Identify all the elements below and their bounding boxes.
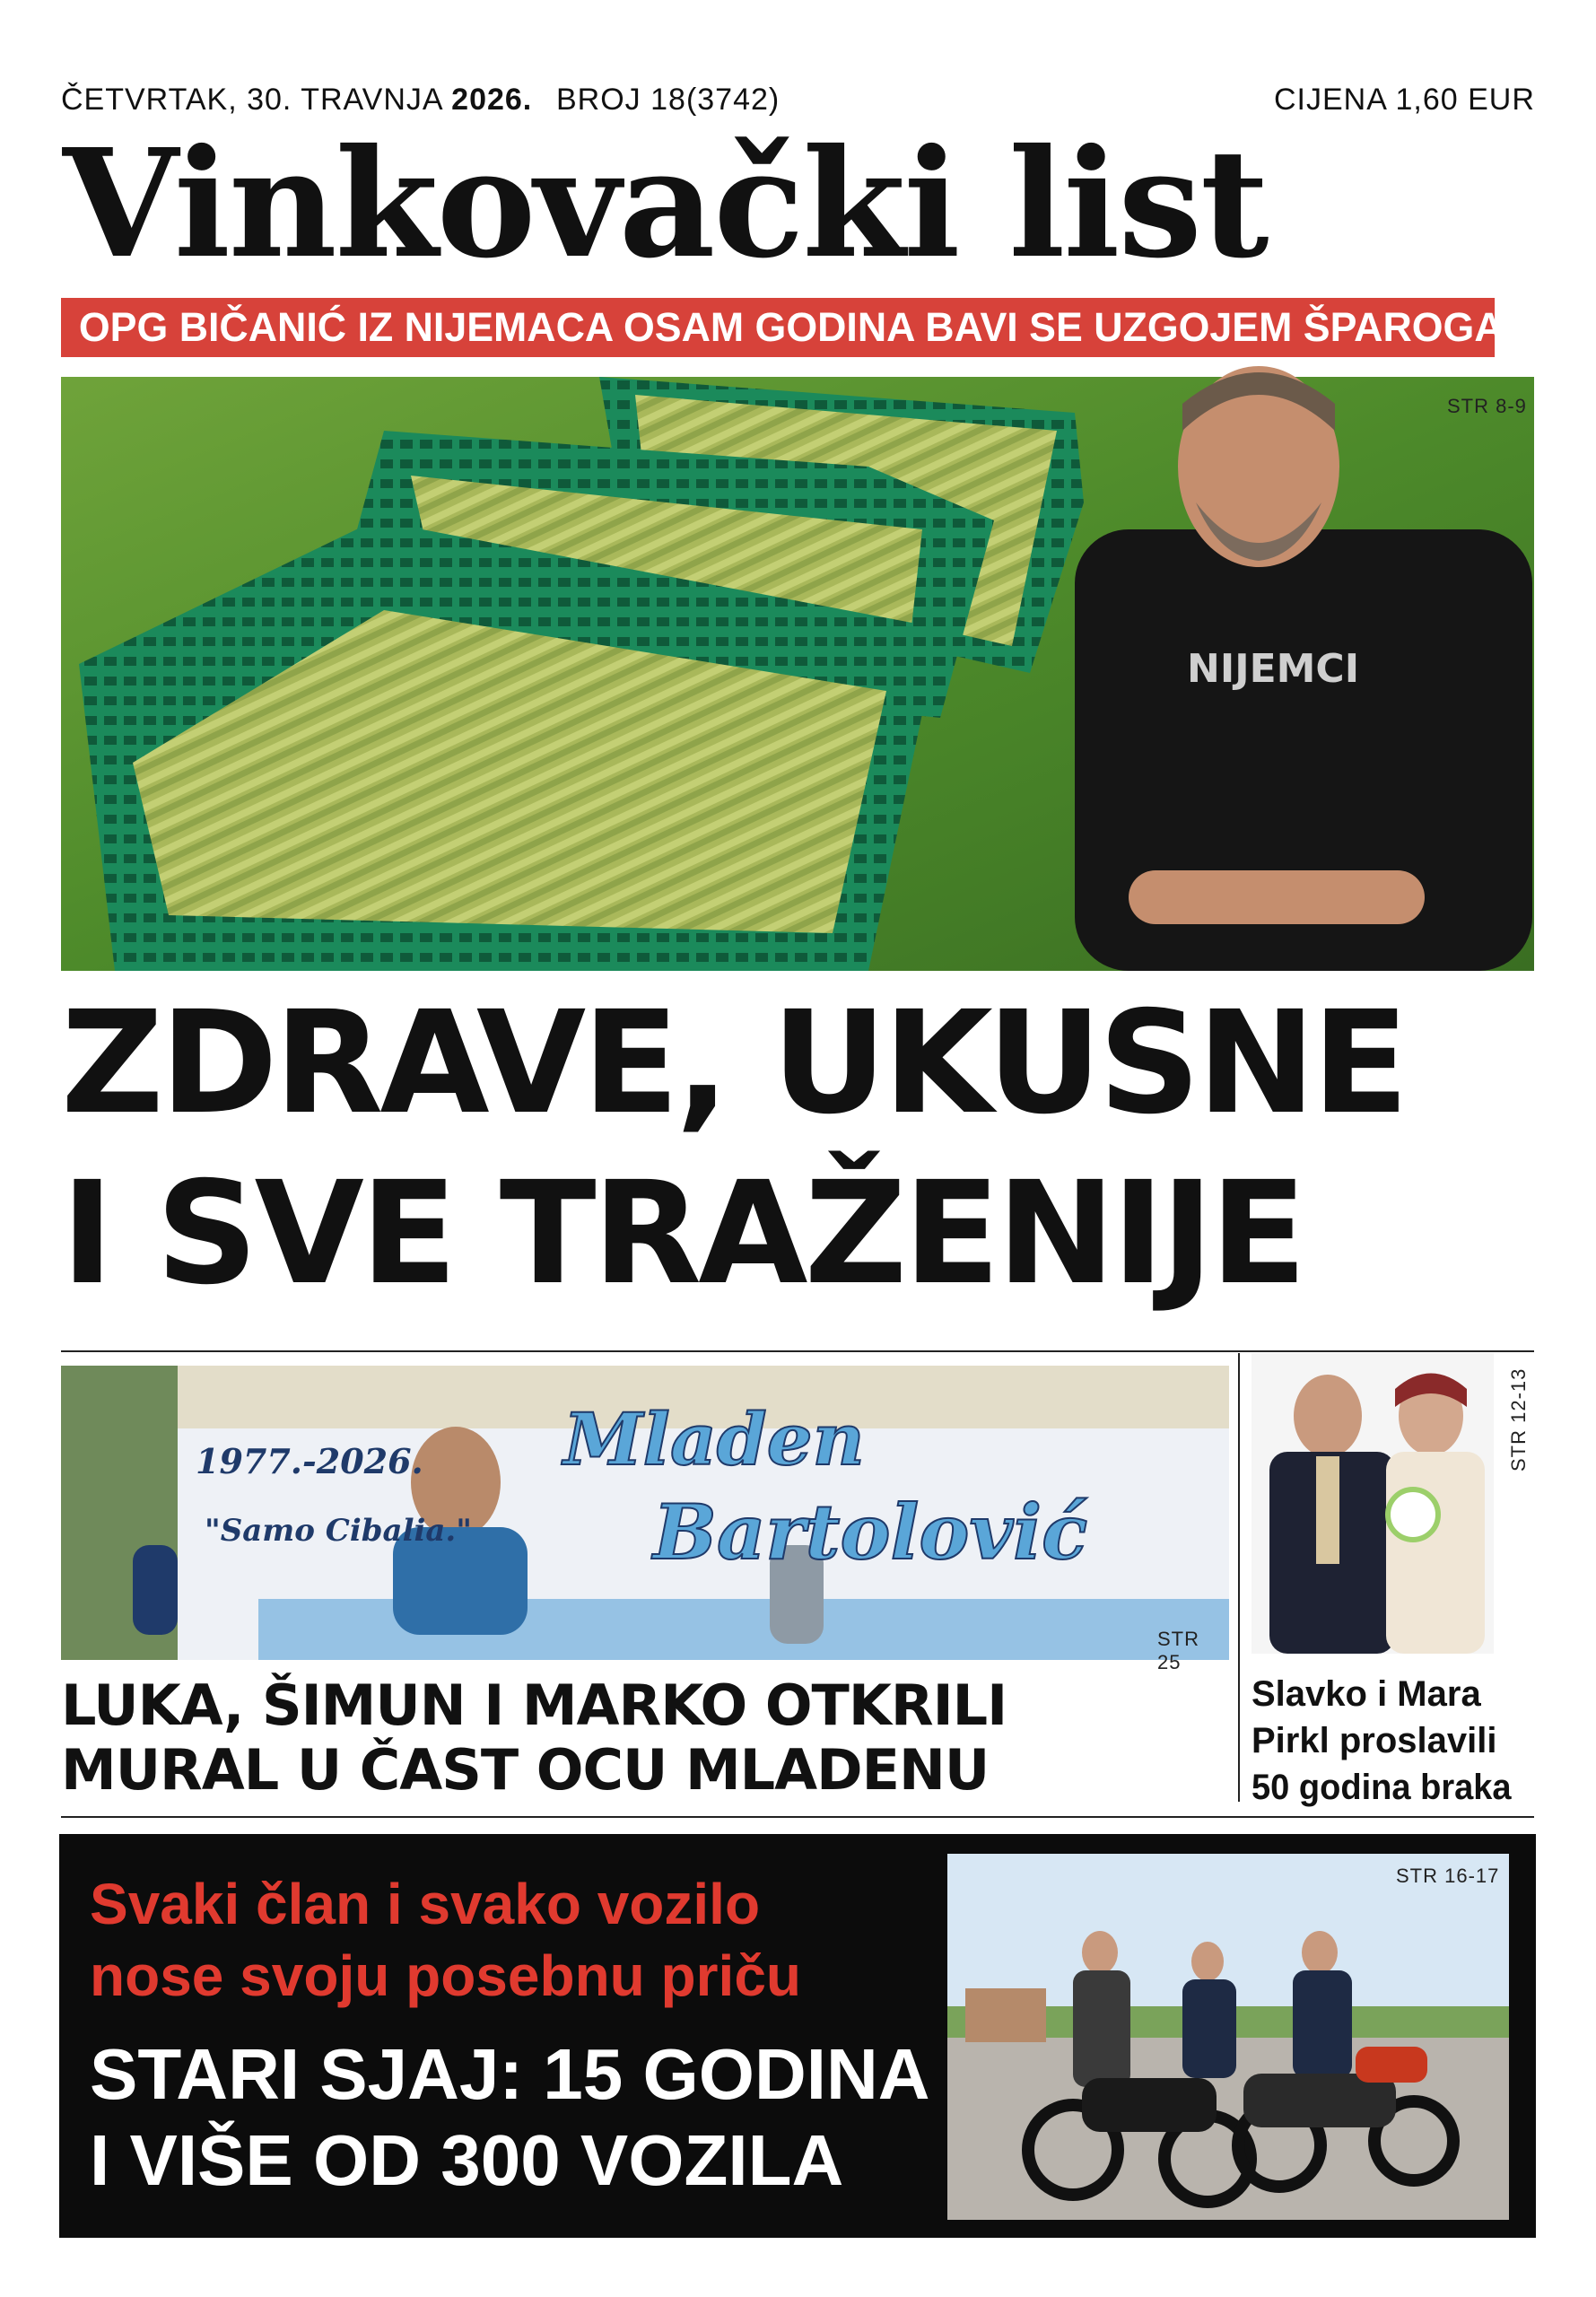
couple-photo — [1252, 1353, 1494, 1654]
masthead-title: Vinkovački list — [63, 117, 1268, 292]
section-divider-bottom — [61, 1816, 1534, 1818]
couple-caption-line3: 50 godina braka — [1252, 1768, 1512, 1807]
hero-kicker-banner: OPG BIČANIĆ IZ NIJEMACA OSAM GODINA BAVI SE UZGOJEM ŠPAROGA — [61, 298, 1495, 357]
couple-caption-line2: Pirkl proslavili — [1252, 1721, 1497, 1760]
couple-caption-line1: Slavko i Mara — [1252, 1674, 1481, 1714]
bottom-red-line2: nose svoju posebnu priču — [90, 1943, 801, 2008]
issue-date — [61, 83, 532, 118]
issue-date-text: ČETVRTAK, 30. TRAVNJA — [61, 83, 442, 117]
main-headline-line1: ZDRAVE, UKUSNE — [61, 981, 1406, 1146]
section-divider — [61, 1350, 1534, 1352]
bottom-red-line1: Svaki član i svako vozilo — [90, 1872, 761, 1936]
mural-quote: "Samo Cibalia." — [205, 1513, 472, 1549]
motorcycles-illustration — [947, 1854, 1509, 2220]
mural-years: 1977.-2026. — [196, 1441, 423, 1481]
mural-name-first: Mladen — [563, 1397, 865, 1481]
mural-page-ref: STR 25 — [1157, 1628, 1199, 1673]
issue-number: BROJ 18(3742) — [556, 83, 781, 117]
issue-year: 2026. — [451, 83, 533, 117]
bottom-white-line1: STARI SJAJ: 15 GODINA — [90, 2034, 930, 2114]
shirt-text: NIJEMCI — [1187, 646, 1360, 692]
hero-page-ref: STR 8-9 — [1447, 395, 1527, 417]
hero-illustration — [61, 377, 1534, 971]
mural-illustration — [61, 1366, 1229, 1660]
couple-page-ref: STR 12-13 — [1507, 1367, 1530, 1472]
hero-photo-asparagus — [61, 377, 1534, 971]
issue-price: CIJENA 1,60 EUR — [1274, 83, 1535, 117]
mural-photo — [61, 1366, 1229, 1673]
column-divider — [1238, 1353, 1240, 1802]
mural-caption-line2: MURAL U ČAST OCU MLADENU — [61, 1737, 990, 1803]
mural-caption-line1: LUKA, ŠIMUN I MARKO OTKRILI — [61, 1673, 1007, 1738]
couple-illustration — [1252, 1353, 1494, 1654]
motorcycles-photo — [947, 1854, 1509, 2220]
mural-name-last: Bartolović — [653, 1488, 1088, 1576]
bottom-page-ref: STR 16-17 — [1396, 1865, 1500, 1887]
bottom-story-box — [59, 1834, 1536, 2238]
main-headline-line2: I SVE TRAŽENIJE — [61, 1151, 1304, 1316]
bottom-white-line2: I VIŠE OD 300 VOZILA — [90, 2120, 844, 2200]
